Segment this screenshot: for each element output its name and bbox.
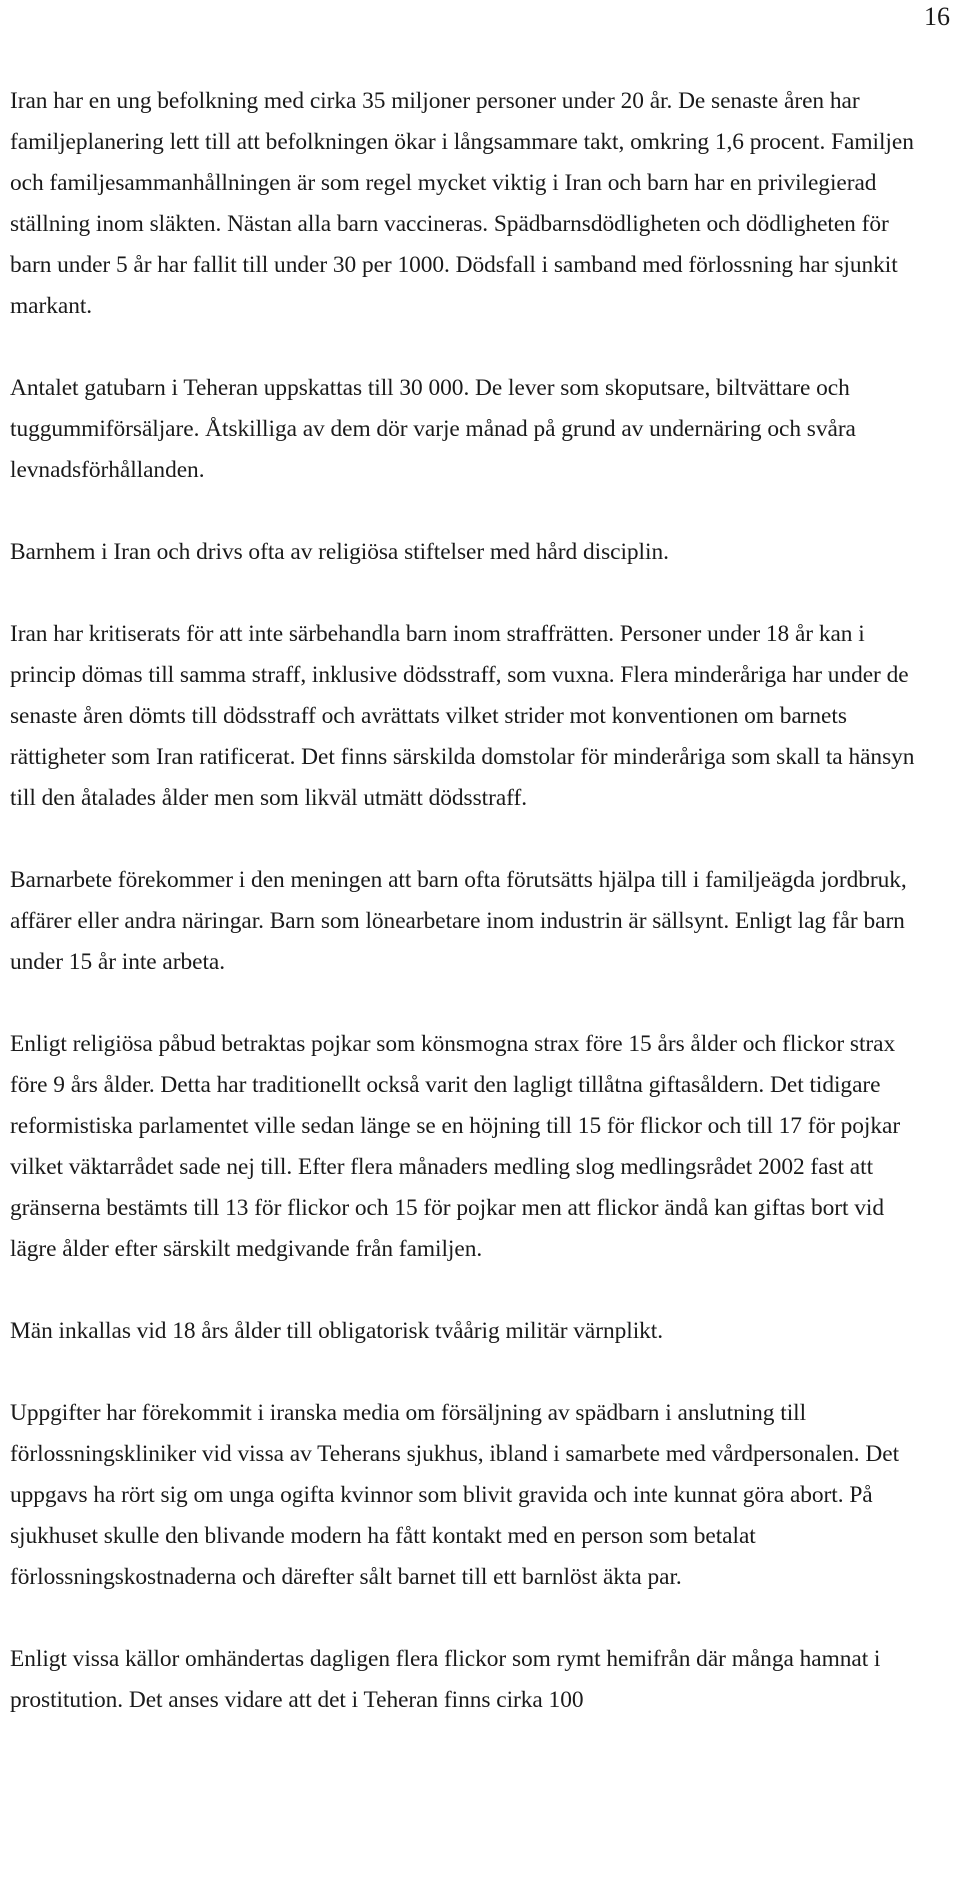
- paragraph-runaway-girls: Enligt vissa källor omhändertas dagligen flera flickor som rymt hemifrån där många hamnat i prostitution. Det anses vidare att det i Teheran finns cirka 100: [10, 1646, 881, 1713]
- document-body: [10, 81, 935, 1721]
- paragraph-infant-sales: Uppgifter har förekommit i iranska media om försäljning av spädbarn i anslutning till förlossningskliniker vid vissa av Teherans sjukhus, ibland i samarbete med vårdpersonalen. Det uppgavs ha rört sig om unga ogifta kvinnor som blivit gravida och inte kunnat göra abort. På sjukhuset skulle den blivande modern ha fått kontakt med en person som betalat förlossningskostnaderna och därefter sålt barnet till ett barnlöst äkta par.: [10, 1400, 900, 1590]
- paragraph-marriage-age: Enligt religiösa påbud betraktas pojkar som könsmogna strax före 15 års ålder och flickor strax före 9 års ålder. Detta har traditionellt också varit den lagligt tillåtna giftasåldern. Det tidigare reformistiska parlamentet ville sedan länge se en höjning till 15 för flickor och till 17 för pojkar vilket väktarrådet sade nej till. Efter flera månaders medling slog medlingsrådet 2002 fast att gränserna bestämts till 13 för flickor och 15 för pojkar men att flickor ändå kan giftas bort vid lägre ålder efter särskilt medgivande från familjen.: [10, 1031, 901, 1262]
- paragraph-street-children: Antalet gatubarn i Teheran uppskattas till 30 000. De lever som skoputsare, biltvättare och tuggummiförsäljare. Åtskilliga av dem dör varje månad på grund av undernäring och svåra levnadsförhållanden.: [10, 375, 856, 483]
- page-number: 16: [924, 2, 950, 31]
- paragraph-criminal-law: Iran har kritiserats för att inte särbehandla barn inom straffrätten. Personer under 18 år kan i princip dömas till samma straff, inklusive dödsstraff, som vuxna. Flera minderåriga har under de senaste åren dömts till dödsstraff och avrättats vilket strider mot konventionen om barnets rättigheter som Iran ratificerat. Det finns särskilda domstolar för minderåriga som skall ta hänsyn till den åtalades ålder men som likväl utmätt dödsstraff.: [10, 621, 915, 811]
- paragraph-population: Iran har en ung befolkning med cirka 35 miljoner personer under 20 år. De senaste åren har familjeplanering lett till att befolkningen ökar i långsammare takt, omkring 1,6 procent. Familjen och familjesammanhållningen är som regel mycket viktig i Iran och barn har en privilegierad ställning inom släkten. Nästan alla barn vaccineras. Spädbarnsdödligheten och dödligheten för barn under 5 år har fallit till under 30 per 1000. Dödsfall i samband med förlossning har sjunkit markant.: [10, 88, 914, 319]
- paragraph-child-labour: Barnarbete förekommer i den meningen att barn ofta förutsätts hjälpa till i familjeägda jordbruk, affärer eller andra näringar. Barn som lönearbetare inom industrin är sällsynt. Enligt lag får barn under 15 år inte arbeta.: [10, 867, 907, 975]
- paragraph-orphanages: Barnhem i Iran och drivs ofta av religiösa stiftelser med hård disciplin.: [10, 539, 669, 565]
- paragraph-military-service: Män inkallas vid 18 års ålder till obligatorisk tvåårig militär värnplikt.: [10, 1318, 664, 1344]
